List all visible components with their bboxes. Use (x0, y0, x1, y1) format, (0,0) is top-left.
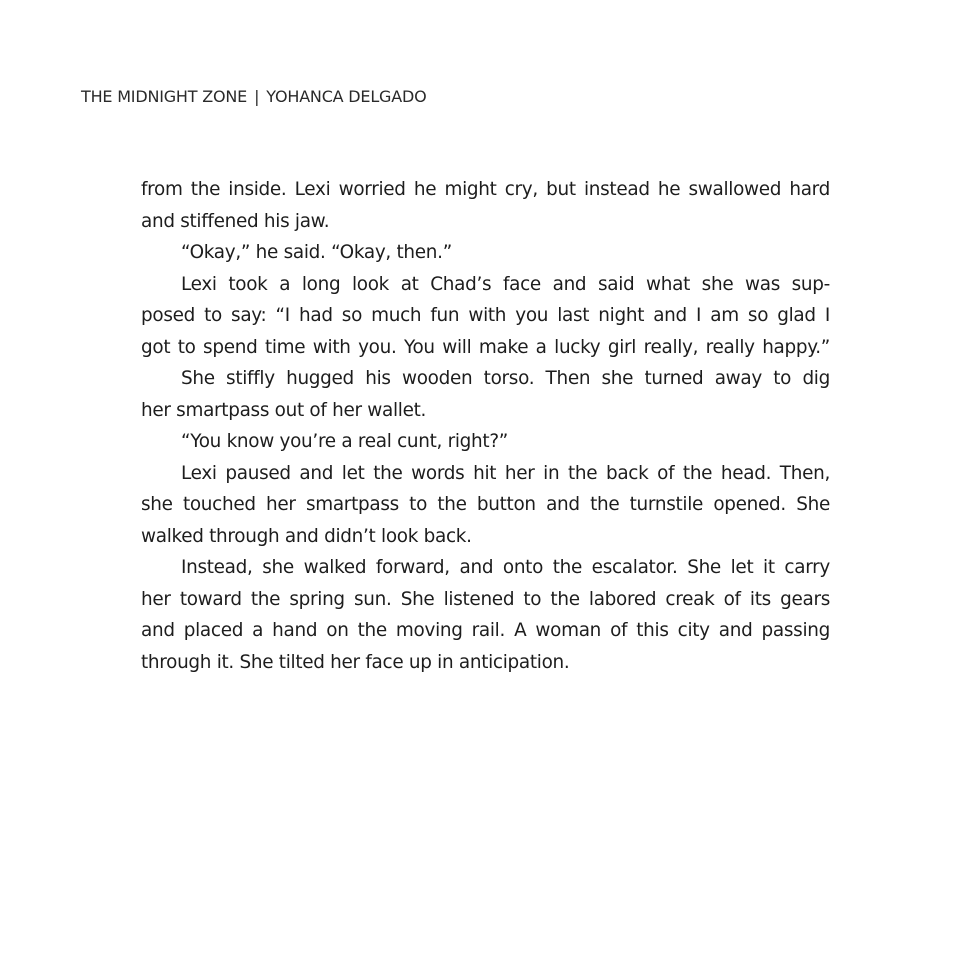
running-header (81, 87, 427, 106)
text-line: “Okay,” he said. “Okay, then.” (181, 242, 452, 263)
text-line: walked through and didn’t look back. (141, 525, 472, 547)
text-line: her smartpass out of her wallet. (141, 399, 427, 421)
text-line: got to spend time with you. You will make a lucky girl really, really happy.” (141, 336, 830, 358)
body-text (141, 174, 830, 678)
header-separator: | (254, 87, 260, 106)
author-name: YOHANCA DELGADO (266, 87, 427, 106)
text-line: she touched her smartpass to the button and the turnstile opened. She (141, 494, 830, 515)
text-line: and placed a hand on the moving rail. A woman of this city and passing (141, 620, 830, 641)
text-line: Instead, she walked forward, and onto the escalator. She let it carry (181, 557, 830, 578)
text-line: and stiffened his jaw. (141, 210, 330, 232)
text-line: “You know you’re a real cunt, right?” (181, 431, 509, 452)
text-line: her toward the spring sun. She listened to the labored creak of its gears (141, 588, 830, 610)
text-line: from the inside. Lexi worried he might cry, but instead he swallowed hard (141, 179, 830, 200)
text-line: She stiffly hugged his wooden torso. Then she turned away to dig (181, 368, 830, 389)
text-line: Lexi took a long look at Chad’s face and said what she was sup- (181, 273, 830, 295)
text-line: posed to say: “I had so much fun with you last night and I am so glad I (141, 305, 830, 326)
book-title: THE MIDNIGHT ZONE (81, 87, 248, 106)
text-line: Lexi paused and let the words hit her in the back of the head. Then, (181, 462, 830, 484)
text-line: through it. She tilted her face up in anticipation. (141, 651, 570, 673)
